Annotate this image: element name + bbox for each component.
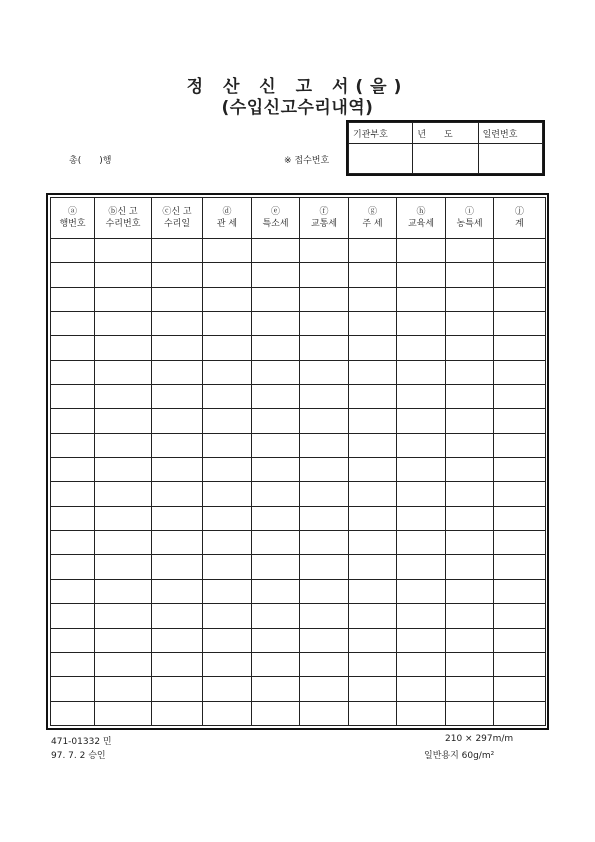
table-cell[interactable] [51,409,95,433]
table-cell[interactable] [494,531,546,555]
table-cell[interactable] [51,458,95,482]
table-cell[interactable] [349,263,397,287]
table-cell[interactable] [152,555,203,579]
table-cell[interactable] [51,628,95,652]
table-cell[interactable] [397,239,446,263]
table-cell[interactable] [95,312,152,336]
table-cell[interactable] [397,482,446,506]
table-cell[interactable] [51,239,95,263]
table-cell[interactable] [51,604,95,628]
table-cell[interactable] [397,263,446,287]
table-cell[interactable] [494,701,546,725]
column-header [300,198,349,239]
table-cell[interactable] [300,360,349,384]
table-cell[interactable] [203,506,252,530]
table-cell[interactable] [446,287,494,311]
import-clearance-table [50,197,546,726]
table-cell[interactable] [446,555,494,579]
table-cell[interactable] [203,482,252,506]
table-cell[interactable] [349,360,397,384]
table-cell[interactable] [203,652,252,676]
table-cell[interactable] [300,433,349,457]
table-cell[interactable] [349,287,397,311]
column-label: 행번호 [59,219,86,229]
table-cell[interactable] [203,263,252,287]
column-header [397,198,446,239]
table-cell[interactable] [95,677,152,701]
table-cell[interactable] [203,287,252,311]
table-cell[interactable] [95,531,152,555]
table-cell[interactable] [397,604,446,628]
table-cell[interactable] [252,409,300,433]
form-title: 정 산 신 고 서(을) [186,77,409,97]
table-cell[interactable] [203,604,252,628]
column-mark: ⓒ신 고 [162,207,192,217]
table-cell[interactable] [203,409,252,433]
table-cell[interactable] [95,458,152,482]
column-label: 특소세 [262,219,289,229]
table-cell[interactable] [349,336,397,360]
table-cell[interactable] [152,652,203,676]
table-cell[interactable] [252,312,300,336]
table-cell[interactable] [397,677,446,701]
table-cell[interactable] [152,287,203,311]
year-header: 년 도 [413,123,478,144]
table-row [51,312,546,336]
agency-code-field[interactable] [349,144,413,174]
table-cell[interactable] [252,555,300,579]
table-cell[interactable] [349,531,397,555]
table-cell[interactable] [300,604,349,628]
paper-size: 210 × 297m/m [445,734,514,744]
table-row [51,360,546,384]
table-cell[interactable] [446,433,494,457]
table-cell[interactable] [397,287,446,311]
table-cell[interactable] [300,652,349,676]
table-row [51,263,546,287]
table-cell[interactable] [203,239,252,263]
table-cell[interactable] [203,385,252,409]
table-cell[interactable] [300,482,349,506]
column-mark: ⓔ [270,207,280,217]
table-cell[interactable] [95,628,152,652]
table-cell[interactable] [349,433,397,457]
column-header [349,198,397,239]
table-row [51,677,546,701]
table-cell[interactable] [446,628,494,652]
table-cell[interactable] [252,336,300,360]
table-cell[interactable] [397,360,446,384]
table-cell[interactable] [300,336,349,360]
table-row [51,239,546,263]
table-cell[interactable] [95,433,152,457]
table-cell[interactable] [349,604,397,628]
table-cell[interactable] [95,604,152,628]
table-cell[interactable] [252,458,300,482]
table-cell[interactable] [203,458,252,482]
table-cell[interactable] [203,531,252,555]
table-cell[interactable] [300,701,349,725]
column-mark: ⓗ [416,207,426,217]
table-cell[interactable] [446,409,494,433]
table-row [51,506,546,530]
table-cell[interactable] [349,677,397,701]
table-cell[interactable] [95,555,152,579]
table-row [51,336,546,360]
table-cell[interactable] [95,287,152,311]
table-cell[interactable] [300,531,349,555]
agency-code-box [346,120,545,176]
table-cell[interactable] [349,579,397,603]
table-cell[interactable] [95,385,152,409]
serial-number-field[interactable] [478,144,542,174]
table-cell[interactable] [152,360,203,384]
table-cell[interactable] [51,360,95,384]
table-cell[interactable] [349,458,397,482]
table-cell[interactable] [152,458,203,482]
table-cell[interactable] [51,312,95,336]
column-mark: ⓖ [367,207,377,217]
table-row [51,287,546,311]
table-cell[interactable] [494,579,546,603]
table-cell[interactable] [152,385,203,409]
table-cell[interactable] [397,652,446,676]
table-cell[interactable] [152,312,203,336]
table-cell[interactable] [397,531,446,555]
table-cell[interactable] [446,579,494,603]
table-cell[interactable] [252,677,300,701]
table-cell[interactable] [252,287,300,311]
table-cell[interactable] [446,531,494,555]
table-cell[interactable] [349,409,397,433]
table-cell[interactable] [446,604,494,628]
table-cell[interactable] [203,701,252,725]
table-cell[interactable] [252,604,300,628]
column-mark: ⓕ [319,207,329,217]
table-cell[interactable] [252,652,300,676]
table-cell[interactable] [446,482,494,506]
table-cell[interactable] [252,628,300,652]
table-cell[interactable] [300,312,349,336]
column-mark: ⓙ [514,207,524,217]
table-cell[interactable] [494,482,546,506]
column-mark: ⓘ [464,207,474,217]
column-label: 계 [515,219,524,229]
table-cell[interactable] [300,409,349,433]
table-cell[interactable] [252,482,300,506]
table-cell[interactable] [494,506,546,530]
table-cell[interactable] [252,385,300,409]
table-cell[interactable] [152,579,203,603]
table-cell[interactable] [446,506,494,530]
table-cell[interactable] [152,433,203,457]
table-cell[interactable] [300,506,349,530]
column-header [203,198,252,239]
table-cell[interactable] [494,263,546,287]
table-cell[interactable] [446,336,494,360]
table-cell[interactable] [494,604,546,628]
column-mark: ⓐ [67,207,77,217]
table-cell[interactable] [95,336,152,360]
table-row [51,652,546,676]
table-cell[interactable] [51,677,95,701]
table-cell[interactable] [349,312,397,336]
table-cell[interactable] [95,263,152,287]
table-cell[interactable] [397,312,446,336]
table-cell[interactable] [397,409,446,433]
table-cell[interactable] [51,579,95,603]
table-cell[interactable] [446,263,494,287]
table-cell[interactable] [494,458,546,482]
table-cell[interactable] [349,652,397,676]
table-row [51,604,546,628]
table-cell[interactable] [95,482,152,506]
table-cell[interactable] [152,701,203,725]
table-cell[interactable] [95,409,152,433]
addressee-label: 총( )행 [69,156,112,166]
table-cell[interactable] [349,385,397,409]
table-cell[interactable] [95,360,152,384]
table-row [51,433,546,457]
table-cell[interactable] [51,506,95,530]
table-cell[interactable] [494,433,546,457]
column-label: 농특세 [456,219,483,229]
table-cell[interactable] [95,506,152,530]
table-cell[interactable] [300,628,349,652]
table-row [51,458,546,482]
table-cell[interactable] [51,287,95,311]
table-row [51,482,546,506]
table-cell[interactable] [152,506,203,530]
table-row [51,531,546,555]
table-cell[interactable] [152,531,203,555]
table-cell[interactable] [446,239,494,263]
table-cell[interactable] [300,263,349,287]
form-number: 471-01332 민 [51,737,112,747]
column-header [51,198,95,239]
column-mark: ⓓ [222,207,232,217]
table-cell[interactable] [446,360,494,384]
table-cell[interactable] [300,458,349,482]
column-label: 관 세 [216,219,238,229]
column-label: 교통세 [310,219,338,229]
table-cell[interactable] [152,628,203,652]
table-cell[interactable] [203,628,252,652]
approval-date: 97. 7. 2 승인 [51,751,106,761]
table-cell[interactable] [397,458,446,482]
table-cell[interactable] [300,579,349,603]
table-cell[interactable] [51,701,95,725]
table-row [51,385,546,409]
table-cell[interactable] [446,385,494,409]
table-cell[interactable] [349,239,397,263]
table-cell[interactable] [494,628,546,652]
table-cell[interactable] [446,652,494,676]
table-cell[interactable] [252,531,300,555]
table-row [51,555,546,579]
table-cell[interactable] [494,360,546,384]
column-label: 수리번호 [105,219,141,229]
table-cell[interactable] [152,482,203,506]
column-header [152,198,203,239]
table-cell[interactable] [397,555,446,579]
table-cell[interactable] [203,360,252,384]
table-cell[interactable] [349,701,397,725]
column-header [95,198,152,239]
table-cell[interactable] [300,239,349,263]
table-cell[interactable] [252,263,300,287]
table-cell[interactable] [494,336,546,360]
table-cell[interactable] [203,312,252,336]
column-label: 수리일 [163,219,191,229]
table-cell[interactable] [446,701,494,725]
table-cell[interactable] [203,677,252,701]
table-row [51,628,546,652]
table-cell[interactable] [51,652,95,676]
table-cell[interactable] [397,336,446,360]
import-clearance-table-frame [46,193,549,730]
table-cell[interactable] [95,701,152,725]
table-cell[interactable] [252,506,300,530]
table-cell[interactable] [397,385,446,409]
table-cell[interactable] [494,312,546,336]
table-cell[interactable] [152,409,203,433]
table-cell[interactable] [494,287,546,311]
table-cell[interactable] [397,579,446,603]
table-cell[interactable] [446,677,494,701]
column-label: 주 세 [362,219,383,229]
table-header-row [51,198,546,239]
table-cell[interactable] [252,433,300,457]
agency-code-header: 기관부호 [349,123,413,144]
table-cell[interactable] [152,677,203,701]
table-cell[interactable] [494,677,546,701]
table-cell[interactable] [152,604,203,628]
column-header [252,198,300,239]
table-cell[interactable] [95,652,152,676]
table-cell[interactable] [349,628,397,652]
table-cell[interactable] [300,677,349,701]
table-cell[interactable] [252,701,300,725]
table-cell[interactable] [152,263,203,287]
table-cell[interactable] [51,263,95,287]
table-cell[interactable] [51,531,95,555]
table-cell[interactable] [95,579,152,603]
table-cell[interactable] [300,287,349,311]
table-cell[interactable] [51,482,95,506]
column-label: 교육세 [407,219,435,229]
table-cell[interactable] [203,336,252,360]
year-field[interactable] [413,144,478,174]
table-cell[interactable] [494,239,546,263]
table-cell[interactable] [397,628,446,652]
table-cell[interactable] [51,433,95,457]
table-cell[interactable] [446,458,494,482]
table-cell[interactable] [51,336,95,360]
serial-number-header: 일련번호 [478,123,542,144]
table-cell[interactable] [494,385,546,409]
table-cell[interactable] [152,336,203,360]
column-header [446,198,494,239]
table-cell[interactable] [349,555,397,579]
table-cell[interactable] [252,579,300,603]
table-cell[interactable] [494,555,546,579]
table-cell[interactable] [51,385,95,409]
table-cell[interactable] [203,555,252,579]
table-cell[interactable] [300,555,349,579]
table-cell[interactable] [349,482,397,506]
table-row [51,701,546,725]
table-cell[interactable] [203,579,252,603]
table-cell[interactable] [152,239,203,263]
column-mark: ⓑ신 고 [108,207,138,217]
table-cell[interactable] [95,239,152,263]
table-cell[interactable] [349,506,397,530]
table-cell[interactable] [300,385,349,409]
table-cell[interactable] [397,506,446,530]
column-header [494,198,546,239]
table-cell[interactable] [51,555,95,579]
form-subtitle: (수입신고수리내역) [221,98,374,118]
table-cell[interactable] [494,409,546,433]
table-cell[interactable] [397,433,446,457]
table-cell[interactable] [203,433,252,457]
receipt-number-label: ※ 접수번호 [284,156,330,166]
paper-spec: 일반용지 60g/m² [424,751,495,761]
table-cell[interactable] [252,360,300,384]
table-cell[interactable] [397,701,446,725]
table-row [51,579,546,603]
table-row [51,409,546,433]
table-cell[interactable] [446,312,494,336]
table-cell[interactable] [494,652,546,676]
table-cell[interactable] [252,239,300,263]
